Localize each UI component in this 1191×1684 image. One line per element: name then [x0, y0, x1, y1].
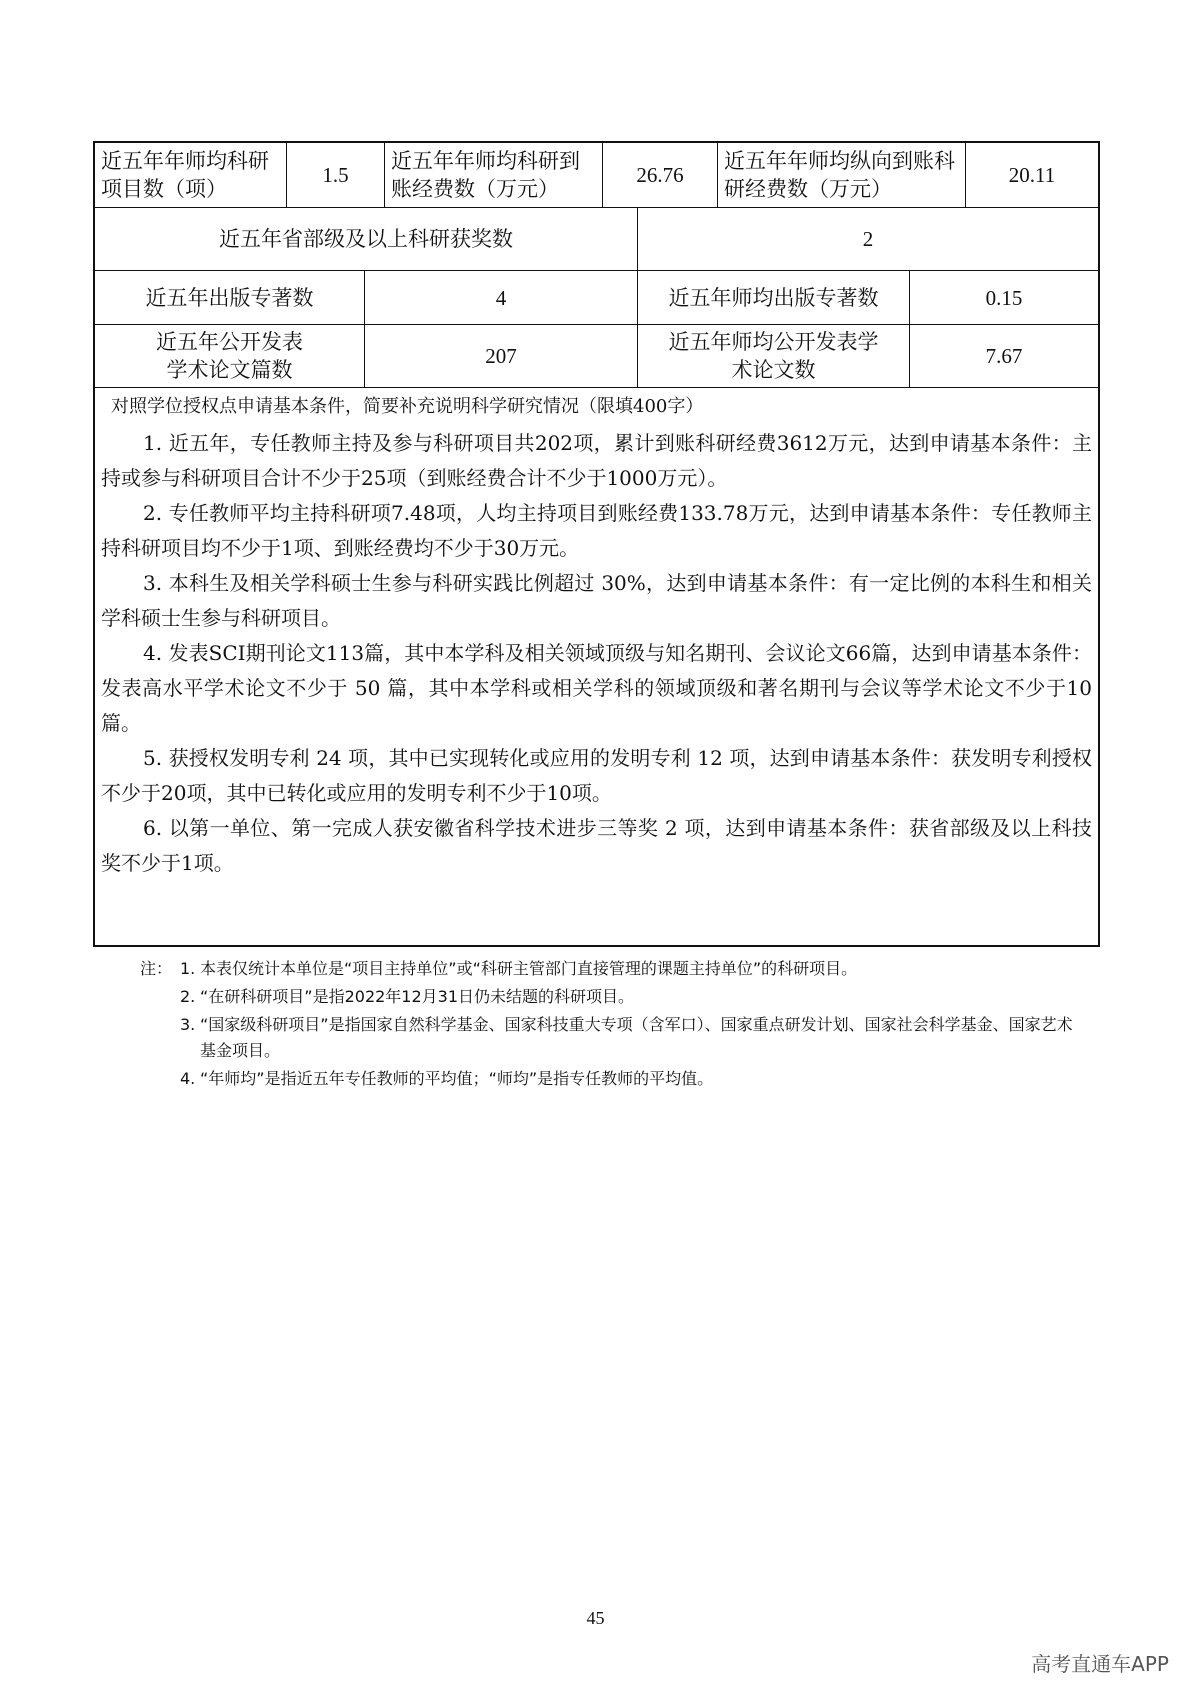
label-cell: 近五年出版专著数 [95, 271, 365, 324]
label-cell: 近五年年师均科研到账经费数（万元） [385, 143, 603, 207]
footnote-text: “国家级科研项目”是指国家自然科学基金、国家科技重大专项（含军口）、国家重点研发计划、国家社会科学基金、国家艺术基金项目。 [200, 1015, 1073, 1060]
narrative-paragraph: 1. 近五年，专任教师主持及参与科研项目共202项，累计到账科研经费3612万元，达到申请基本条件：主持或参与科研项目合计不少于25项（到账经费合计不少于1000万元）。 [101, 431, 1092, 490]
table-row [95, 143, 1098, 208]
narrative-paragraph: 3. 本科生及相关学科硕士生参与科研实践比例超过 30%，达到申请基本条件：有一定比例的本科生和相关学科硕士生参与科研项目。 [101, 571, 1092, 630]
footnote [140, 956, 1080, 982]
footnote-prefix: 注： [140, 959, 173, 978]
footnote-number: 1. [180, 959, 196, 978]
footnote-number: 2. [180, 987, 196, 1006]
narrative-intro: 对照学位授权点申请基本条件，简要补充说明科学研究情况（限填400字） [111, 396, 704, 417]
table-row [95, 271, 1098, 325]
value-cell: 26.76 [603, 143, 718, 207]
page-number: 45 [586, 1608, 605, 1628]
value-cell: 7.67 [985, 344, 1023, 368]
narrative-paragraph: 6. 以第一单位、第一完成人获安徽省科学技术进步三等奖 2 项，达到申请基本条件：获省部级及以上科技奖不少于1项。 [101, 816, 1092, 875]
research-summary-table [93, 141, 1100, 947]
value-cell: 2 [862, 227, 874, 251]
value-cell: 4 [365, 271, 638, 324]
value-cell: 0.15 [985, 285, 1023, 310]
research-narrative [95, 388, 1098, 945]
footnote [140, 984, 1080, 1010]
table-row [95, 325, 1098, 388]
footnote [140, 1066, 1080, 1092]
label-cell: 近五年师均出版专著数 [638, 271, 910, 324]
label-cell: 近五年师均公开发表学术论文数 [638, 325, 910, 387]
watermark: 高考直通车APP [1031, 1652, 1169, 1676]
label-cell: 近五年年师均科研项目数（项） [95, 143, 287, 207]
table-row [95, 208, 1098, 271]
label-cell: 近五年公开发表学术论文篇数 [95, 325, 365, 387]
footnote-text: “年师均”是指近五年专任教师的平均值；“师均”是指专任教师的平均值。 [200, 1069, 714, 1088]
footnote-text: “在研科研项目”是指2022年12月31日仍未结题的科研项目。 [200, 987, 635, 1006]
footnote [140, 1012, 1080, 1064]
footnotes [140, 956, 1080, 1094]
label-cell: 近五年省部级及以上科研获奖数 [95, 208, 638, 270]
footnote-text: 本表仅统计本单位是“项目主持单位”或“科研主管部门直接管理的课题主持单位”的科研项目。 [200, 959, 858, 978]
narrative-paragraph: 2. 专任教师平均主持科研项7.48项，人均主持项目到账经费133.78万元，达到申请基本条件：专任教师主持科研项目均不少于1项、到账经费均不少于30万元。 [101, 501, 1092, 560]
value-cell: 20.11 [1008, 163, 1056, 187]
value-cell: 207 [365, 325, 638, 387]
label-cell: 近五年年师均纵向到账科研经费数（万元） [718, 143, 966, 207]
footnote-number: 3. [180, 1015, 196, 1034]
narrative-paragraph: 4. 发表SCI期刊论文113篇，其中本学科及相关领域顶级与知名期刊、会议论文66篇，达到申请基本条件：发表高水平学术论文不少于 50 篇，其中本学科或相关学科的领域顶级和著名期刊与会议等学术论文不少于10篇。 [101, 641, 1092, 735]
narrative-paragraph: 5. 获授权发明专利 24 项，其中已实现转化或应用的发明专利 12 项，达到申请基本条件：获发明专利授权不少于20项，其中已转化或应用的发明专利不少于10项。 [101, 746, 1092, 805]
value-cell: 1.5 [287, 143, 385, 207]
footnote-number: 4. [180, 1069, 196, 1088]
